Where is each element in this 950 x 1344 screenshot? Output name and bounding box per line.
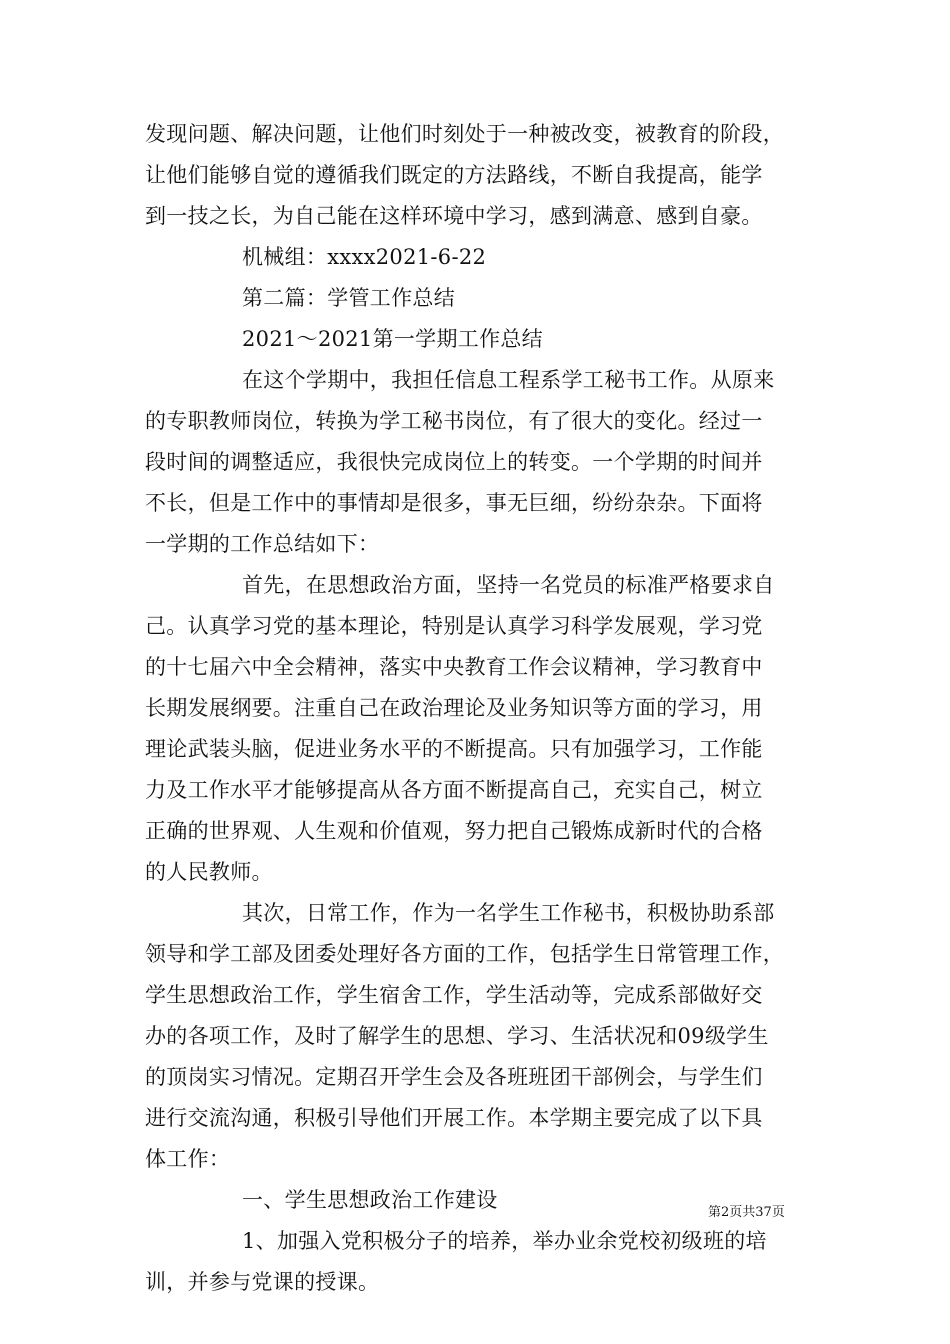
signature-line: 机械组：xxxx2021-6-22 <box>242 245 487 269</box>
body-line-15: 长期发展纲要。注重自己在政治理论及业务知识等方面的学习，用 <box>145 696 763 720</box>
body-line-21: 领导和学工部及团委处理好各方面的工作，包括学生日常管理工作， <box>145 942 784 966</box>
document-body <box>145 114 817 1303</box>
body-line-19: 的人民教师。 <box>145 860 273 884</box>
body-line-12: 首先，在思想政治方面，坚持一名党员的标准严格要求自 <box>242 573 775 597</box>
body-line-22: 学生思想政治工作，学生宿舍工作，学生活动等，完成系部做好交 <box>145 983 763 1007</box>
subsection-heading: 一、学生思想政治工作建设 <box>242 1188 498 1212</box>
body-line-11: 一学期的工作总结如下： <box>145 532 380 556</box>
body-line-20: 其次，日常工作，作为一名学生工作秘书，积极协助系部 <box>242 901 775 925</box>
body-line-24: 的顶岗实习情况。定期召开学生会及各班班团干部例会，与学生们 <box>145 1065 763 1089</box>
body-line-3: 到一技之长，为自己能在这样环境中学习，感到满意、感到自豪。 <box>145 204 763 228</box>
body-line-2: 让他们能够自觉的遵循我们既定的方法路线，不断自我提高，能学 <box>145 163 763 187</box>
body-line-23: 办的各项工作，及时了解学生的思想、学习、生活状况和09级学生 <box>145 1024 769 1048</box>
body-line-8: 的专职教师岗位，转换为学工秘书岗位，有了很大的变化。经过一 <box>145 409 763 433</box>
section-heading: 第二篇：学管工作总结 <box>242 286 455 310</box>
body-line-18: 正确的世界观、人生观和价值观，努力把自己锻炼成新时代的合格 <box>145 819 763 843</box>
body-line-26: 体工作： <box>145 1147 231 1171</box>
body-line-25: 进行交流沟通，积极引导他们开展工作。本学期主要完成了以下具 <box>145 1106 763 1130</box>
body-line-16: 理论武装头脑，促进业务水平的不断提高。只有加强学习，工作能 <box>145 737 763 761</box>
body-line-7: 在这个学期中，我担任信息工程系学工秘书工作。从原来 <box>242 368 775 392</box>
body-line-17: 力及工作水平才能够提高从各方面不断提高自己，充实自己，树立 <box>145 778 763 802</box>
page-number-footer: 第2页共37页 <box>708 1205 785 1220</box>
body-line-29: 训，并参与党课的授课。 <box>145 1270 380 1294</box>
body-line-13: 己。认真学习党的基本理论，特别是认真学习科学发展观，学习党 <box>145 614 763 638</box>
report-title: 2021～2021第一学期工作总结 <box>242 327 543 351</box>
body-line-1: 发现问题、解决问题，让他们时刻处于一种被改变，被教育的阶段， <box>145 122 784 146</box>
body-line-10: 不长，但是工作中的事情却是很多，事无巨细，纷纷杂杂。下面将 <box>145 491 763 515</box>
body-line-9: 段时间的调整适应，我很快完成岗位上的转变。一个学期的时间并 <box>145 450 763 474</box>
body-line-28: 1、加强入党积极分子的培养，举办业余党校初级班的培 <box>242 1229 767 1253</box>
body-line-14: 的十七届六中全会精神，落实中央教育工作会议精神，学习教育中 <box>145 655 763 679</box>
